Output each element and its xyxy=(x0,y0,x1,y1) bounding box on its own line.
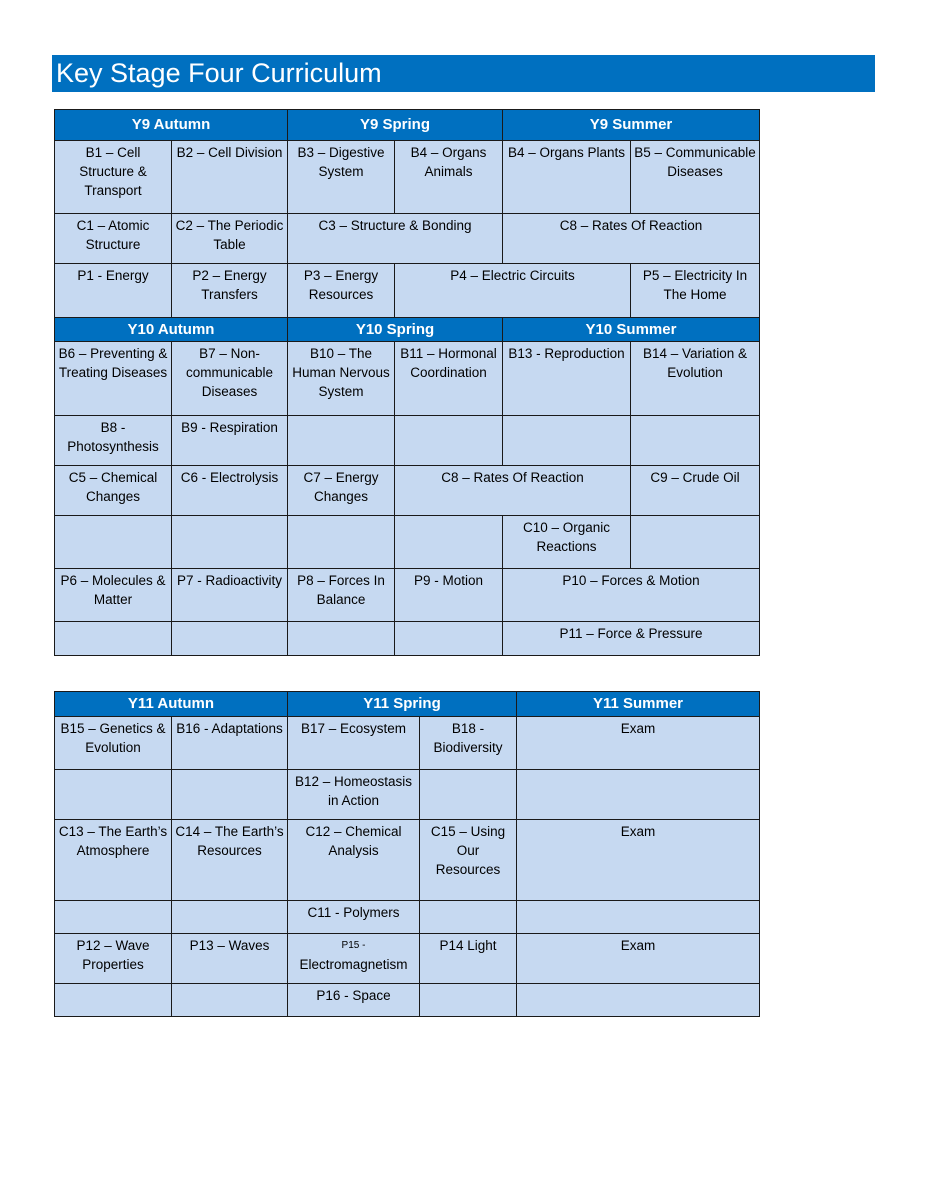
topic-cell: B11 – Hormonal Coordination xyxy=(395,342,503,416)
empty-cell xyxy=(55,901,172,934)
y11-chemistry-row-2 xyxy=(55,901,760,934)
topic-cell: B12 – Homeostasis in Action xyxy=(288,770,420,820)
empty-cell xyxy=(288,416,395,466)
empty-cell xyxy=(55,622,172,656)
topic-cell xyxy=(288,934,420,984)
y11-summer-header: Y11 Summer xyxy=(517,692,760,717)
topic-cell: P1 - Energy xyxy=(55,264,172,318)
topic-cell: B13 - Reproduction xyxy=(503,342,631,416)
topic-cell: C8 – Rates Of Reaction xyxy=(503,214,760,264)
topic-cell: B1 – Cell Structure & Transport xyxy=(55,141,172,214)
y9-biology-row xyxy=(55,141,760,214)
exam-cell: Exam xyxy=(517,820,760,901)
topic-cell: P14 Light xyxy=(420,934,517,984)
y10-spring-header: Y10 Spring xyxy=(288,318,503,342)
topic-cell: C8 – Rates Of Reaction xyxy=(395,466,631,516)
empty-cell xyxy=(288,622,395,656)
topic-cell: P4 – Electric Circuits xyxy=(395,264,631,318)
topic-cell: B10 – The Human Nervous System xyxy=(288,342,395,416)
topic-cell: B17 – Ecosystem xyxy=(288,717,420,770)
y10-biology-row xyxy=(55,342,760,416)
empty-cell xyxy=(55,984,172,1017)
topic-cell: B9 - Respiration xyxy=(172,416,288,466)
topic-cell: P5 – Electricity In The Home xyxy=(631,264,760,318)
empty-cell xyxy=(420,984,517,1017)
empty-cell xyxy=(395,622,503,656)
topic-cell: C7 – Energy Changes xyxy=(288,466,395,516)
y11-curriculum-table xyxy=(54,691,760,1017)
topic-cell: P11 – Force & Pressure xyxy=(503,622,760,656)
topic-cell: B4 – Organs Plants xyxy=(503,141,631,214)
topic-cell: C2 – The Periodic Table xyxy=(172,214,288,264)
y11-autumn-header: Y11 Autumn xyxy=(55,692,288,717)
y11-physics-row xyxy=(55,934,760,984)
topic-cell: P9 - Motion xyxy=(395,569,503,622)
y11-header-row xyxy=(55,692,760,717)
topic-cell: P10 – Forces & Motion xyxy=(503,569,760,622)
y9-chemistry-row xyxy=(55,214,760,264)
empty-cell xyxy=(517,901,760,934)
topic-cell: B2 – Cell Division xyxy=(172,141,288,214)
topic-cell: C14 – The Earth’s Resources xyxy=(172,820,288,901)
topic-name: Electromagnetism xyxy=(299,957,408,972)
topic-cell: B6 – Preventing & Treating Diseases xyxy=(55,342,172,416)
empty-cell xyxy=(172,516,288,569)
topic-cell: B4 – Organs Animals xyxy=(395,141,503,214)
topic-cell: B7 – Non-communicable Diseases xyxy=(172,342,288,416)
empty-cell xyxy=(172,622,288,656)
y11-physics-row-2 xyxy=(55,984,760,1017)
topic-cell: P3 – Energy Resources xyxy=(288,264,395,318)
y10-biology-row-2 xyxy=(55,416,760,466)
empty-cell xyxy=(631,516,760,569)
y9-spring-header: Y9 Spring xyxy=(288,110,503,141)
topic-cell: B14 – Variation & Evolution xyxy=(631,342,760,416)
topic-code: P15 - xyxy=(341,940,366,951)
empty-cell xyxy=(55,770,172,820)
topic-cell: C11 - Polymers xyxy=(288,901,420,934)
topic-cell: B15 – Genetics & Evolution xyxy=(55,717,172,770)
empty-cell xyxy=(288,516,395,569)
empty-cell xyxy=(172,984,288,1017)
topic-cell: C15 – Using Our Resources xyxy=(420,820,517,901)
y10-chemistry-row-2 xyxy=(55,516,760,569)
topic-cell: B16 - Adaptations xyxy=(172,717,288,770)
empty-cell xyxy=(420,770,517,820)
y10-chemistry-row xyxy=(55,466,760,516)
topic-cell: C3 – Structure & Bonding xyxy=(288,214,503,264)
y9-physics-row xyxy=(55,264,760,318)
y11-spring-header: Y11 Spring xyxy=(288,692,517,717)
empty-cell xyxy=(517,770,760,820)
empty-cell xyxy=(172,901,288,934)
exam-cell: Exam xyxy=(517,717,760,770)
y11-biology-row-2 xyxy=(55,770,760,820)
empty-cell xyxy=(395,516,503,569)
topic-cell: B3 – Digestive System xyxy=(288,141,395,214)
topic-cell: C12 – Chemical Analysis xyxy=(288,820,420,901)
topic-cell: P2 – Energy Transfers xyxy=(172,264,288,318)
topic-cell: C6 - Electrolysis xyxy=(172,466,288,516)
empty-cell xyxy=(631,416,760,466)
page-title: Key Stage Four Curriculum xyxy=(52,55,875,92)
y9-summer-header: Y9 Summer xyxy=(503,110,760,141)
topic-cell: P6 – Molecules & Matter xyxy=(55,569,172,622)
empty-cell xyxy=(420,901,517,934)
topic-cell: C1 – Atomic Structure xyxy=(55,214,172,264)
topic-cell: P13 – Waves xyxy=(172,934,288,984)
topic-cell: P7 - Radioactivity xyxy=(172,569,288,622)
y10-autumn-header: Y10 Autumn xyxy=(55,318,288,342)
y11-biology-row xyxy=(55,717,760,770)
topic-cell: P16 - Space xyxy=(288,984,420,1017)
empty-cell xyxy=(517,984,760,1017)
y9-header-row xyxy=(55,110,760,141)
topic-cell: P8 – Forces In Balance xyxy=(288,569,395,622)
y9-y10-curriculum-table xyxy=(54,109,760,656)
topic-cell: B8 - Photosynthesis xyxy=(55,416,172,466)
topic-cell: C13 – The Earth’s Atmosphere xyxy=(55,820,172,901)
y10-summer-header: Y10 Summer xyxy=(503,318,760,342)
topic-cell: C5 – Chemical Changes xyxy=(55,466,172,516)
y9-autumn-header: Y9 Autumn xyxy=(55,110,288,141)
topic-cell: B18 - Biodiversity xyxy=(420,717,517,770)
topic-cell: C10 – Organic Reactions xyxy=(503,516,631,569)
empty-cell xyxy=(172,770,288,820)
empty-cell xyxy=(55,516,172,569)
topic-cell: B5 – Communicable Diseases xyxy=(631,141,760,214)
empty-cell xyxy=(395,416,503,466)
topic-cell: P12 – Wave Properties xyxy=(55,934,172,984)
topic-cell: C9 – Crude Oil xyxy=(631,466,760,516)
empty-cell xyxy=(503,416,631,466)
y10-header-row xyxy=(55,318,760,342)
exam-cell: Exam xyxy=(517,934,760,984)
y10-physics-row-2 xyxy=(55,622,760,656)
y11-chemistry-row xyxy=(55,820,760,901)
y10-physics-row xyxy=(55,569,760,622)
